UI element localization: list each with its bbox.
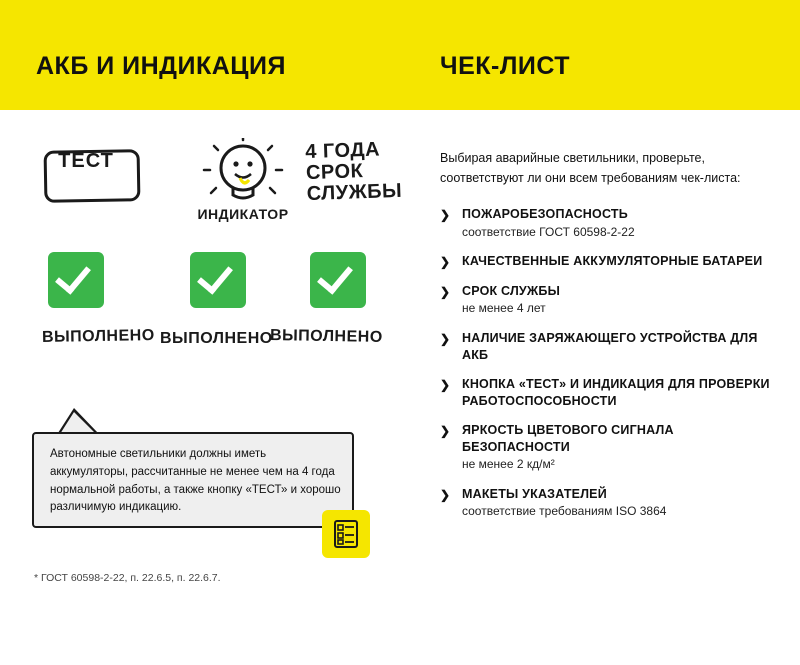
check-icon (310, 252, 366, 308)
service-life-line-3: СЛУЖБЫ (306, 179, 403, 206)
list-item (440, 486, 780, 520)
list-item-sub: не менее 2 кд/м² (462, 457, 555, 472)
chevron-right-icon: ❯ (440, 487, 451, 502)
checklist-intro: Выбирая аварийные светильники, проверьте, соответствуют ли они всем требованиям чек-листа: (440, 151, 741, 185)
done-label: ВЫПОЛНЕНО (269, 327, 383, 346)
list-item (440, 376, 780, 409)
list-item-title: КНОПКА «ТЕСТ» И ИНДИКАЦИЯ ДЛЯ ПРОВЕРКИ РАБОТОСПОСОБНОСТИ (462, 377, 770, 408)
checklist-items (440, 206, 780, 533)
check-icon (190, 252, 246, 308)
list-item-title: МАКЕТЫ УКАЗАТЕЛЕЙ (462, 486, 607, 501)
list-item (440, 253, 780, 270)
service-life-sketch (305, 138, 427, 205)
test-button-label: ТЕСТ (58, 150, 114, 172)
service-life-line-2: СРОК (305, 160, 364, 185)
indicator-label: ИНДИКАТОР (197, 206, 289, 222)
right-column (440, 110, 780, 665)
lightbulb-icon (188, 138, 298, 208)
list-item (440, 206, 780, 240)
done-label: ВЫПОЛНЕНО (41, 327, 155, 346)
chevron-right-icon: ❯ (440, 255, 451, 270)
callout-bubble (32, 432, 354, 528)
list-item (440, 283, 780, 317)
callout-tail (60, 412, 96, 434)
chevron-right-icon: ❯ (440, 332, 451, 347)
list-item-sub: соответствие требованиям ISO 3864 (462, 504, 667, 519)
done-labels-row (38, 328, 398, 354)
sketch-illustration-row (38, 138, 403, 222)
chevron-right-icon: ❯ (440, 424, 451, 439)
list-item-sub: соответствие ГОСТ 60598-2-22 (462, 224, 635, 239)
page-title-left: АКБ И ИНДИКАЦИЯ (36, 52, 286, 80)
done-label: ВЫПОЛНЕНО (160, 330, 273, 347)
service-life-line-1: 4 ГОДА (304, 138, 381, 164)
callout-text: Автономные светильники должны иметь аккумуляторы, рассчитанные не менее чем на 4 года нормальной работы, а также кнопку «ТЕСТ» и хорошо различимую индикацию. (50, 448, 341, 514)
chevron-right-icon: ❯ (440, 208, 451, 222)
list-item (440, 330, 780, 363)
check-icon (48, 252, 104, 308)
page-title-right: ЧЕК-ЛИСТ (440, 52, 571, 80)
left-column (0, 110, 420, 665)
list-item (440, 422, 780, 473)
footnote: * ГОСТ 60598-2-22, п. 22.6.5, п. 22.6.7. (34, 572, 221, 584)
chevron-right-icon: ❯ (440, 284, 451, 299)
checklist-icon (334, 520, 358, 548)
chevron-right-icon: ❯ (440, 378, 451, 393)
list-item-title: ЯРКОСТЬ ЦВЕТОВОГО СИГНАЛА БЕЗОПАСНОСТИ (462, 423, 674, 454)
list-item-sub: не менее 4 лет (462, 301, 546, 316)
checklist-badge (322, 510, 370, 558)
list-item-title: ПОЖАРОБЕЗОПАСНОСТЬ (462, 207, 628, 221)
list-item-title: НАЛИЧИЕ ЗАРЯЖАЮЩЕГО УСТРОЙСТВА ДЛЯ АКБ (462, 331, 758, 362)
list-item-title: СРОК СЛУЖБЫ (462, 283, 561, 298)
list-item-title: КАЧЕСТВЕННЫЕ АККУМУЛЯТОРНЫЕ БАТАРЕИ (462, 254, 763, 269)
check-icons-row (38, 252, 388, 314)
indicator-sketch (188, 138, 298, 228)
